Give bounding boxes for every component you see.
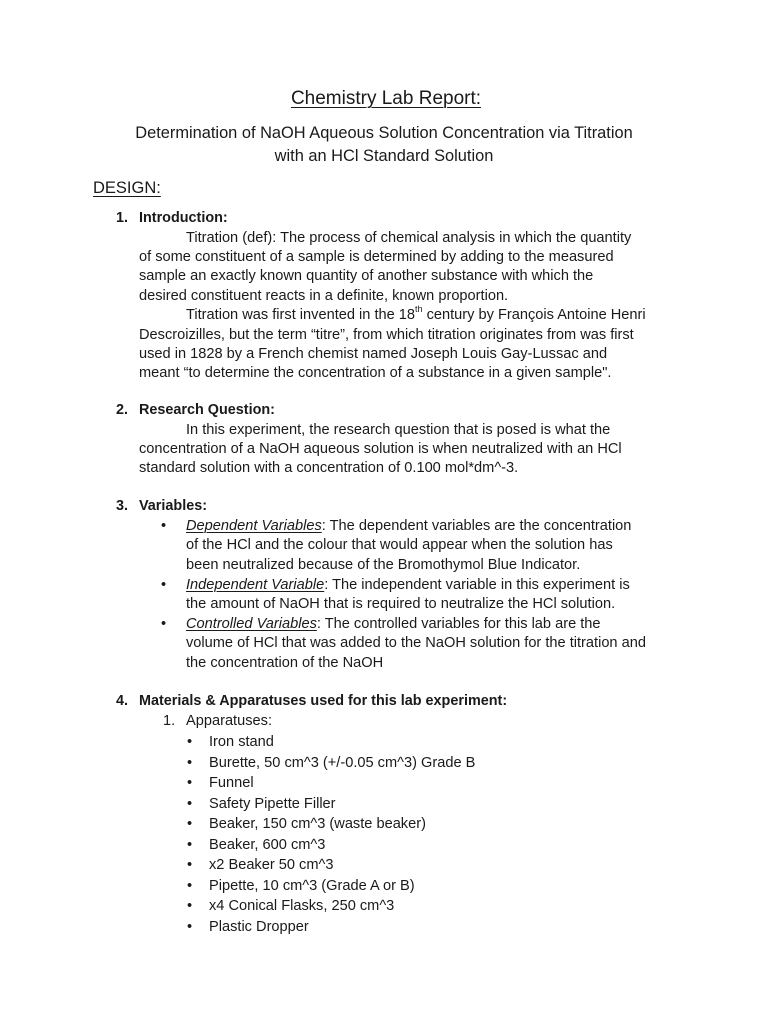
text-line: been neutralized because of the Bromothymol Blue Indicator. — [186, 556, 581, 573]
section-heading: Research Question: — [139, 402, 275, 418]
bullet-icon: • — [187, 734, 193, 750]
variable-term: Dependent Variables — [186, 518, 322, 534]
variable-term: Controlled Variables — [186, 616, 317, 632]
subsection-label: Apparatuses: — [186, 713, 272, 729]
apparatus-label: Safety Pipette Filler — [209, 795, 336, 812]
variable-text: Dependent Variables: The dependent variables are the concentration of the HCl and the colour that would appear when the solution has been neutralized because of the Bromothymol Blue Indicator. — [186, 517, 686, 575]
bullet-icon: • — [187, 775, 193, 791]
subtitle-line: with an HCl Standard Solution — [274, 146, 494, 165]
apparatus-label: Burette, 50 cm^3 (+/-0.05 cm^3) Grade B — [209, 754, 476, 771]
text-line: Titration (def): The process of chemical analysis in which the quantity — [186, 229, 632, 246]
subsection-number: 1. — [163, 713, 176, 729]
text-line: meant “to determine the concentration of a substance in a given sample". — [139, 365, 612, 382]
research-question-text — [139, 421, 684, 479]
text-line: of the HCl and the colour that would appear when the solution has — [186, 537, 613, 554]
section-number: 3. — [116, 498, 129, 514]
apparatus-label: Pipette, 10 cm^3 (Grade A or B) — [209, 877, 415, 894]
section-heading: Variables: — [139, 498, 207, 514]
bullet-icon: • — [161, 616, 167, 632]
apparatus-label: Funnel — [209, 775, 254, 791]
text-line: Titration was first invented in the 18th century by François Antoine Henri — [186, 304, 646, 324]
apparatus-label: Plastic Dropper — [209, 918, 309, 935]
bullet-icon: • — [187, 898, 193, 914]
section-number: 4. — [116, 693, 129, 709]
text-line: standard solution with a concentration of 0.100 mol*dm^-3. — [139, 460, 519, 477]
bullet-icon: • — [187, 754, 193, 771]
subtitle-line: Determination of NaOH Aqueous Solution Concentration via Titration — [135, 124, 633, 142]
section-number: 1. — [116, 210, 129, 226]
introduction-text — [139, 229, 684, 384]
text-line: sample an exactly known quantity of another substance with which the — [139, 268, 594, 285]
apparatus-label: Beaker, 150 cm^3 (waste beaker) — [209, 816, 426, 832]
text-line: Descroizilles, but the term “titre”, from which titration originates from was first — [139, 326, 634, 343]
text-line: desired constituent reacts in a definite, known proportion. — [139, 287, 509, 304]
variable-term: Independent Variable — [186, 577, 325, 593]
bullet-icon: • — [187, 836, 193, 853]
bullet-icon: • — [161, 577, 167, 593]
apparatus-label: Beaker, 600 cm^3 — [209, 836, 326, 853]
text-line: In this experiment, the research question that is posed is what the — [186, 421, 611, 438]
bullet-icon: • — [187, 918, 193, 935]
report-title: Chemistry Lab Report: — [290, 88, 482, 109]
report-subtitle — [0, 122, 768, 167]
text-line: the concentration of the NaOH — [186, 654, 384, 671]
text-line: volume of HCl that was added to the NaOH solution for the titration and — [186, 635, 646, 652]
variable-text: Independent Variable: The independent variable in this experiment is the amount of NaOH that is required to neutralize the HCl solution. — [186, 576, 686, 615]
text-line: concentration of a NaOH aqueous solution is when neutralized with an HCl — [139, 440, 622, 457]
bullet-icon: • — [187, 857, 193, 873]
bullet-icon: • — [187, 795, 193, 812]
section-heading: Introduction: — [139, 210, 228, 226]
section-heading: Materials & Apparatuses used for this lab experiment: — [139, 693, 508, 709]
apparatus-label: Iron stand — [209, 734, 274, 750]
text-line: the amount of NaOH that is required to neutralize the HCl solution. — [186, 596, 616, 613]
design-heading: DESIGN: — [93, 179, 161, 197]
text-line: of some constituent of a sample is determined by adding to the measured — [139, 248, 614, 265]
text-line: used in 1828 by a French chemist named Joseph Louis Gay-Lussac and — [139, 345, 608, 362]
apparatus-label: x2 Beaker 50 cm^3 — [209, 857, 334, 873]
bullet-icon: • — [161, 518, 167, 534]
bullet-icon: • — [187, 816, 193, 832]
bullet-icon: • — [187, 877, 193, 894]
section-number: 2. — [116, 402, 129, 418]
apparatus-label: x4 Conical Flasks, 250 cm^3 — [209, 898, 395, 914]
variable-text: Controlled Variables: The controlled variables for this lab are the volume of HCl that was added to the NaOH solution for the titration and the concentration of the NaOH — [186, 615, 686, 673]
